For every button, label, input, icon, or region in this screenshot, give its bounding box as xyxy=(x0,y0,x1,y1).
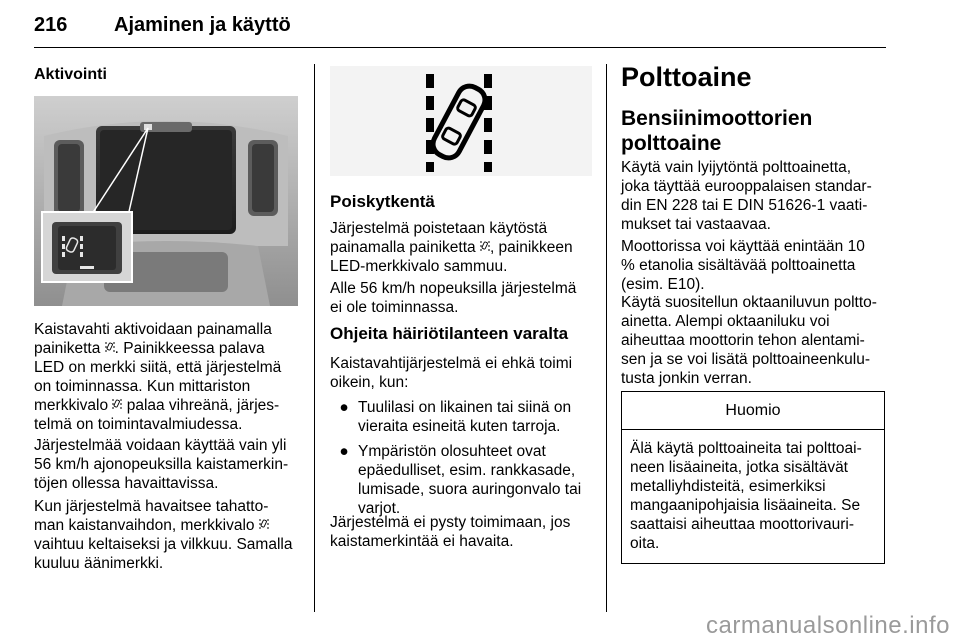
text-line: Tuulilasi on likainen tai siinä on xyxy=(358,399,572,416)
note-title: Huomio xyxy=(622,392,884,430)
text-line: neen lisäaineita, jotka sisältävät xyxy=(630,459,848,476)
text-line: epäedulliset, esim. rankkasade, xyxy=(358,462,576,479)
column-divider-1 xyxy=(314,64,315,612)
text-line: Järjestelmä ei pysty toimimaan, jos xyxy=(330,514,571,531)
subheading-bensiini-2: polttoaine xyxy=(621,132,722,155)
list-item xyxy=(330,398,596,436)
section-heading-poiskytkenta: Poiskytkentä xyxy=(330,192,435,211)
text-line: Kun järjestelmä havaitsee tahatto- xyxy=(34,498,269,515)
text-line: ei ole toiminnassa. xyxy=(330,299,459,316)
text-line: Moottorissa voi käyttää enintään 10 xyxy=(621,238,865,255)
text-line: man kaistanvaihdon, merkkivalo xyxy=(34,517,259,534)
text-line: . Painikkeessa palava xyxy=(114,340,265,357)
paragraph-aktivointi-2 xyxy=(34,436,304,493)
text-line: vieraita esineitä kuten tarroja. xyxy=(358,418,561,435)
subheading-bensiini-1: Bensiinimoottorien xyxy=(621,107,813,130)
paragraph-poiskytkenta-1 xyxy=(330,219,596,276)
page-number: 216 xyxy=(34,14,68,36)
text-line: metalliyhdisteitä, esimerkiksi xyxy=(630,478,826,495)
text-line: % etanolia sisältävää polttoainetta xyxy=(621,257,856,274)
text-line: saattaisi aiheuttaa moottorivauri- xyxy=(630,516,855,533)
note-box xyxy=(621,391,885,564)
text-line: on toiminnassa. Kun mittariston xyxy=(34,378,251,395)
text-line: Kaistavahti aktivoidaan painamalla xyxy=(34,321,272,338)
text-line: LED-merkkivalo sammuu. xyxy=(330,258,508,275)
paragraph-polttoaine-1 xyxy=(621,158,891,234)
column-divider-2 xyxy=(606,64,607,612)
bullet-icon: ● xyxy=(339,399,349,416)
text-line: töjen ollessa havaittavissa. xyxy=(34,475,219,492)
dashboard-illustration xyxy=(34,96,298,306)
paragraph-aktivointi-1 xyxy=(34,320,304,434)
text-line: kaistamerkintää ei havaita. xyxy=(330,533,514,550)
text-line: varjot. xyxy=(358,500,401,517)
paragraph-poiskytkenta-2 xyxy=(330,279,596,317)
paragraph-aktivointi-3 xyxy=(34,497,304,573)
header-rule xyxy=(34,47,886,48)
page-header xyxy=(34,10,886,50)
text-line: Järjestelmä poistetaan käytöstä xyxy=(330,220,548,237)
lane-assist-icon xyxy=(112,397,122,410)
lane-assist-icon xyxy=(105,340,115,353)
text-line: Älä käytä polttoaineita tai polttoai- xyxy=(630,440,862,457)
text-line: , painikkeen xyxy=(489,239,573,256)
note-body xyxy=(622,430,884,563)
text-line: Käytä suositellun oktaaniluvun poltto- xyxy=(621,294,877,311)
text-line: din EN 228 tai E DIN 51626-1 vaati- xyxy=(621,197,868,214)
dashboard-photo xyxy=(34,96,298,306)
text-line: 56 km/h ajonopeuksilla kaistamerkin- xyxy=(34,456,289,473)
paragraph-polttoaine-2 xyxy=(621,237,891,294)
text-line: painamalla painiketta xyxy=(330,239,480,256)
text-line: telmä on toimintavalmiudessa. xyxy=(34,416,243,433)
text-line: Järjestelmää voidaan käyttää vain yli xyxy=(34,437,287,454)
paragraph-polttoaine-3 xyxy=(621,293,891,388)
list-item-text xyxy=(358,398,571,436)
lane-assist-icon xyxy=(259,517,269,530)
text-line: oikein, kun: xyxy=(330,374,409,391)
list-item-text xyxy=(358,442,581,518)
text-line: tusta jonkin verran. xyxy=(621,370,752,387)
text-line: vaihtuu keltaiseksi ja vilkkuu. Samalla xyxy=(34,536,293,553)
lane-assist-symbol-figure xyxy=(330,66,592,176)
text-line: Alle 56 km/h nopeuksilla järjestelmä xyxy=(330,280,577,297)
text-line: kuuluu äänimerkki. xyxy=(34,555,164,572)
text-line: oita. xyxy=(630,535,660,552)
text-line: painiketta xyxy=(34,340,105,357)
text-line: (esim. E10). xyxy=(621,276,705,293)
section-heading-aktivointi: Aktivointi xyxy=(34,66,107,83)
section-heading-polttoaine: Polttoaine xyxy=(621,62,752,92)
lane-assist-large-icon xyxy=(330,66,592,176)
paragraph-hairiotilanne-intro xyxy=(330,354,596,392)
page-title: Ajaminen ja käyttö xyxy=(114,14,291,36)
text-line: lumisade, suora auringonvalo tai xyxy=(358,481,582,498)
text-line: mangaanipohjaisia lisäaineita. Se xyxy=(630,497,861,514)
text-line: Käytä vain lyijytöntä polttoainetta, xyxy=(621,159,852,176)
section-heading-hairiotilanne: Ohjeita häiriötilanteen varalta xyxy=(330,324,569,343)
text-line: palaa vihreänä, järjes- xyxy=(122,397,280,414)
watermark: carmanualsonline.info xyxy=(706,612,950,639)
text-line: Kaistavahtijärjestelmä ei ehkä toimi xyxy=(330,355,573,372)
text-line: mukset tai vastaavaa. xyxy=(621,216,771,233)
text-line: aiheuttaa moottorin tehon alentami- xyxy=(621,332,865,349)
bullet-list xyxy=(330,398,596,524)
text-line: Ympäristön olosuhteet ovat xyxy=(358,443,546,460)
bullet-icon: ● xyxy=(339,443,349,460)
paragraph-hairiotilanne-2 xyxy=(330,513,596,551)
text-line: joka täyttää eurooppalaisen standar- xyxy=(621,178,872,195)
text-line: merkkivalo xyxy=(34,397,113,414)
text-line: sen ja se voi lisätä polttoaineenkulu- xyxy=(621,351,871,368)
lane-assist-icon xyxy=(480,239,490,252)
text-line: LED on merkki siitä, että järjestelmä xyxy=(34,359,282,376)
text-line: ainetta. Alempi oktaaniluku voi xyxy=(621,313,830,330)
list-item xyxy=(330,442,596,518)
